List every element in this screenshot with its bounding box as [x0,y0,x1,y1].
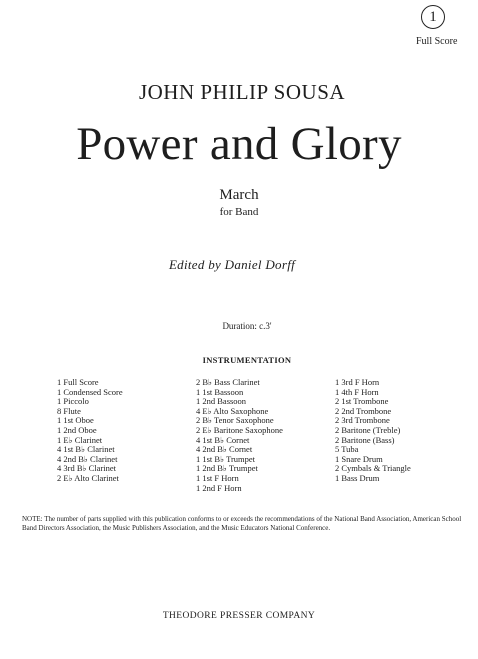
instrument-item: 2 E♭ Baritone Saxophone [196,424,283,435]
instrumentation-column-3 [335,378,411,484]
instrument-item: 1 2nd F Horn [196,482,242,493]
instrument-item: 5 Tuba [335,444,359,455]
instrument-item: 1 3rd F Horn [335,377,380,387]
composer-name: JOHN PHILIP SOUSA [138,80,346,104]
instrument-item: 1 1st F Horn [196,472,239,483]
instrument-item: 1 2nd Bassoon [196,396,247,407]
instrument-item: 1 2nd Oboe [57,424,97,435]
instrument-item: 1 2nd B♭ Trumpet [196,463,258,474]
instrument-item: 8 Flute [57,405,81,416]
instrument-item: 4 2nd B♭ Cornet [196,444,253,455]
instrument-item: 1 Condensed Score [57,386,123,397]
subtitle-secondary: for Band [219,206,259,218]
instrumentation-column-1 [57,378,123,484]
instrument-item: 1 E♭ Clarinet [57,434,103,445]
instrument-item: 4 2nd B♭ Clarinet [57,453,118,464]
instrument-item: 1 4th F Horn [335,386,379,397]
instrumentation-heading: INSTRUMENTATION [202,355,292,365]
score-type: Full Score [416,36,458,47]
instrument-item: 2 B♭ Tenor Saxophone [196,415,274,426]
instrument-item: 2 3rd Trombone [335,415,390,426]
instrumentation-column-2 [196,378,283,493]
editor-credit: Edited by Daniel Dorff [168,257,296,272]
instrument-item: 2 2nd Trombone [335,405,392,416]
page-number: 1 [421,5,445,29]
title: Power and Glory [76,118,402,170]
instrument-item: 1 1st Oboe [57,415,94,426]
publisher-name: THEODORE PRESSER COMPANY [162,611,316,621]
instrument-item: 1 Snare Drum [335,453,383,464]
instrument-item: 2 Cymbals & Triangle [335,463,411,474]
instrument-item: 4 3rd B♭ Clarinet [57,463,117,474]
instrument-item: 1 Piccolo [57,396,89,407]
instrument-item: 1 Full Score [57,377,99,387]
instrument-item: 2 Baritone (Bass) [335,434,395,445]
instrument-item: 1 1st Bassoon [196,386,244,397]
note-text: NOTE: The number of parts supplied with this publication conforms to or exceeds the recommendations of the National Band Association, American School Band Directors Association, the Music Publishers Association, and the Music Educators National Conference. [22,515,462,533]
instrument-item: 4 E♭ Alto Saxophone [196,405,269,416]
duration: Duration: c.3' [222,321,272,331]
instrument-item: 2 1st Trombone [335,396,389,407]
instrument-item: 4 1st B♭ Cornet [196,434,250,445]
instrument-item: 1 1st B♭ Trumpet [196,453,256,464]
instrument-item: 2 Baritone (Treble) [335,424,401,435]
instrument-item: 1 Bass Drum [335,472,380,483]
subtitle: March [219,187,259,203]
instrument-item: 4 1st B♭ Clarinet [57,444,115,455]
instrument-item: 2 E♭ Alto Clarinet [57,472,119,483]
instrument-item: 2 B♭ Bass Clarinet [196,377,260,387]
